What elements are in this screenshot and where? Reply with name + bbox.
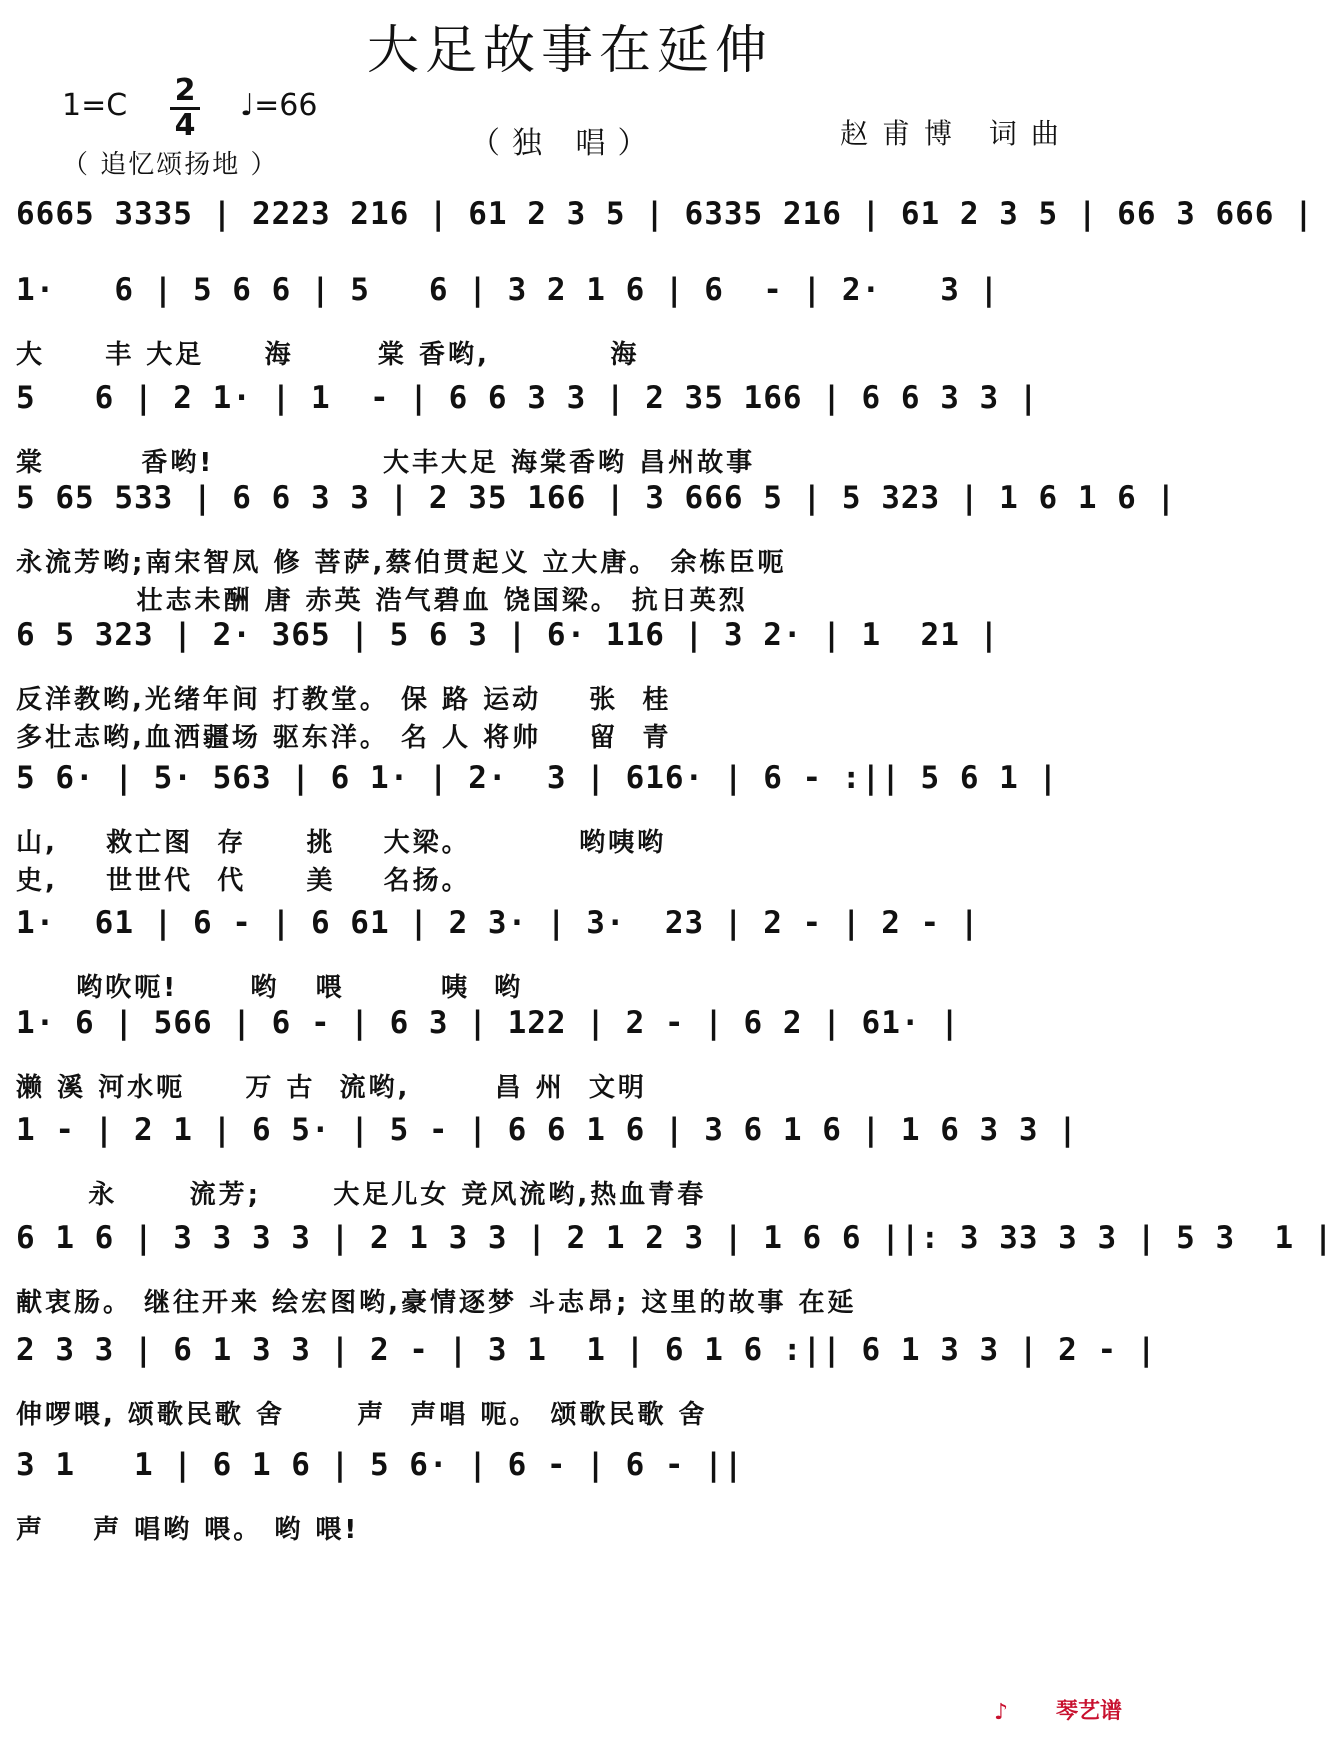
tempo-marking: ♩=66 (240, 88, 318, 123)
notation-line: 6 1 6 | 3 3 3 3 | 2 1 3 3 | 2 1 2 3 | 1 6 6 ||: 3 33 3 3 | 5 3 1 | (16, 1220, 1333, 1256)
composer-credit: 赵甫博 词曲 (840, 117, 1073, 150)
lyric-line: 献衷肠。 继往开来 绘宏图哟,豪情逐梦 斗志昂; 这里的故事 在延 (16, 1288, 857, 1318)
qinyi-logo-icon: ♪ (993, 1700, 1008, 1725)
lyric-line: 伸啰喂, 颂歌民歌 舍 声 声唱 呃。 颂歌民歌 舍 (16, 1400, 708, 1430)
time-signature-top: 2 (174, 73, 196, 108)
page-title: 大足故事在延伸 (366, 21, 773, 81)
time-signature-bottom: 4 (174, 108, 196, 143)
notation-line: 6 5 323 | 2· 365 | 5 6 3 | 6· 116 | 3 2· | 1 21 | (16, 617, 1000, 653)
lyric-line: 史, 世世代 代 美 名扬。 (16, 866, 471, 896)
lyric-line: 壮志未酬 唐 赤英 浩气碧血 饶国梁。 抗日英烈 (16, 586, 748, 616)
notation-line: 1· 6 | 566 | 6 - | 6 3 | 122 | 2 - | 6 2 | 61· | (16, 1005, 960, 1041)
notation-line: 6665 3335 | 2223 216 | 61 2 3 5 | 6335 216 | 61 2 3 5 | 66 3 666 | (16, 196, 1314, 232)
key-signature: 1=C (62, 88, 128, 123)
performance-mode: （独 唱） (470, 126, 660, 161)
lyric-line: 反洋教哟,光绪年间 打教堂。 保 路 运动 张 桂 (16, 685, 672, 715)
lyric-line: 声 声 唱哟 喂。 哟 喂! (16, 1515, 360, 1545)
lyric-line: 永流芳哟;南宋智凤 修 菩萨,蔡伯贯起义 立大唐。 余栋臣呃 (16, 548, 787, 578)
notation-line: 2 3 3 | 6 1 3 3 | 2 - | 3 1 1 | 6 1 6 :|| 6 1 3 3 | 2 - | (16, 1332, 1157, 1368)
lyric-line: 山, 救亡图 存 挑 大梁。 哟咦哟 (16, 828, 667, 858)
lyric-line: 棠 香哟! 大丰大足 海棠香哟 昌州故事 (16, 448, 756, 478)
notation-line: 1· 6 | 5 6 6 | 5 6 | 3 2 1 6 | 6 - | 2· 3 | (16, 272, 1000, 308)
notation-line: 1· 61 | 6 - | 6 61 | 2 3· | 3· 23 | 2 - | 2 - | (16, 905, 980, 941)
lyric-line: 大 丰 大足 海 棠 香哟, 海 (16, 340, 640, 370)
notation-line: 3 1 1 | 6 1 6 | 5 6· | 6 - | 6 - || (16, 1447, 744, 1483)
lyric-line: 永 流芳; 大足儿女 竞风流哟,热血青春 (16, 1180, 707, 1210)
notation-line: 5 6 | 2 1· | 1 - | 6 6 3 3 | 2 35 166 | 6 6 3 3 | (16, 380, 1039, 416)
lyric-line: 濑 溪 河水呃 万 古 流哟, 昌 州 文明 (16, 1073, 647, 1103)
notation-line: 5 65 533 | 6 6 3 3 | 2 35 166 | 3 666 5 | 5 323 | 1 6 1 6 | (16, 480, 1177, 516)
notation-line: 1 - | 2 1 | 6 5· | 5 - | 6 6 1 6 | 3 6 1 6 | 1 6 3 3 | (16, 1112, 1078, 1148)
lyric-line: 哟吹呃! 哟 喂 咦 哟 (16, 973, 524, 1003)
watermark-logo: 琴艺谱 (1055, 1699, 1122, 1724)
time-signature (170, 73, 200, 143)
notation-line: 5 6· | 5· 563 | 6 1· | 2· 3 | 616· | 6 - :|| 5 6 1 | (16, 760, 1059, 796)
lyric-line: 多壮志哟,血洒疆场 驱东洋。 名 人 将帅 留 青 (16, 723, 672, 753)
expression-marking: （ 追忆颂扬地 ） (62, 150, 279, 180)
